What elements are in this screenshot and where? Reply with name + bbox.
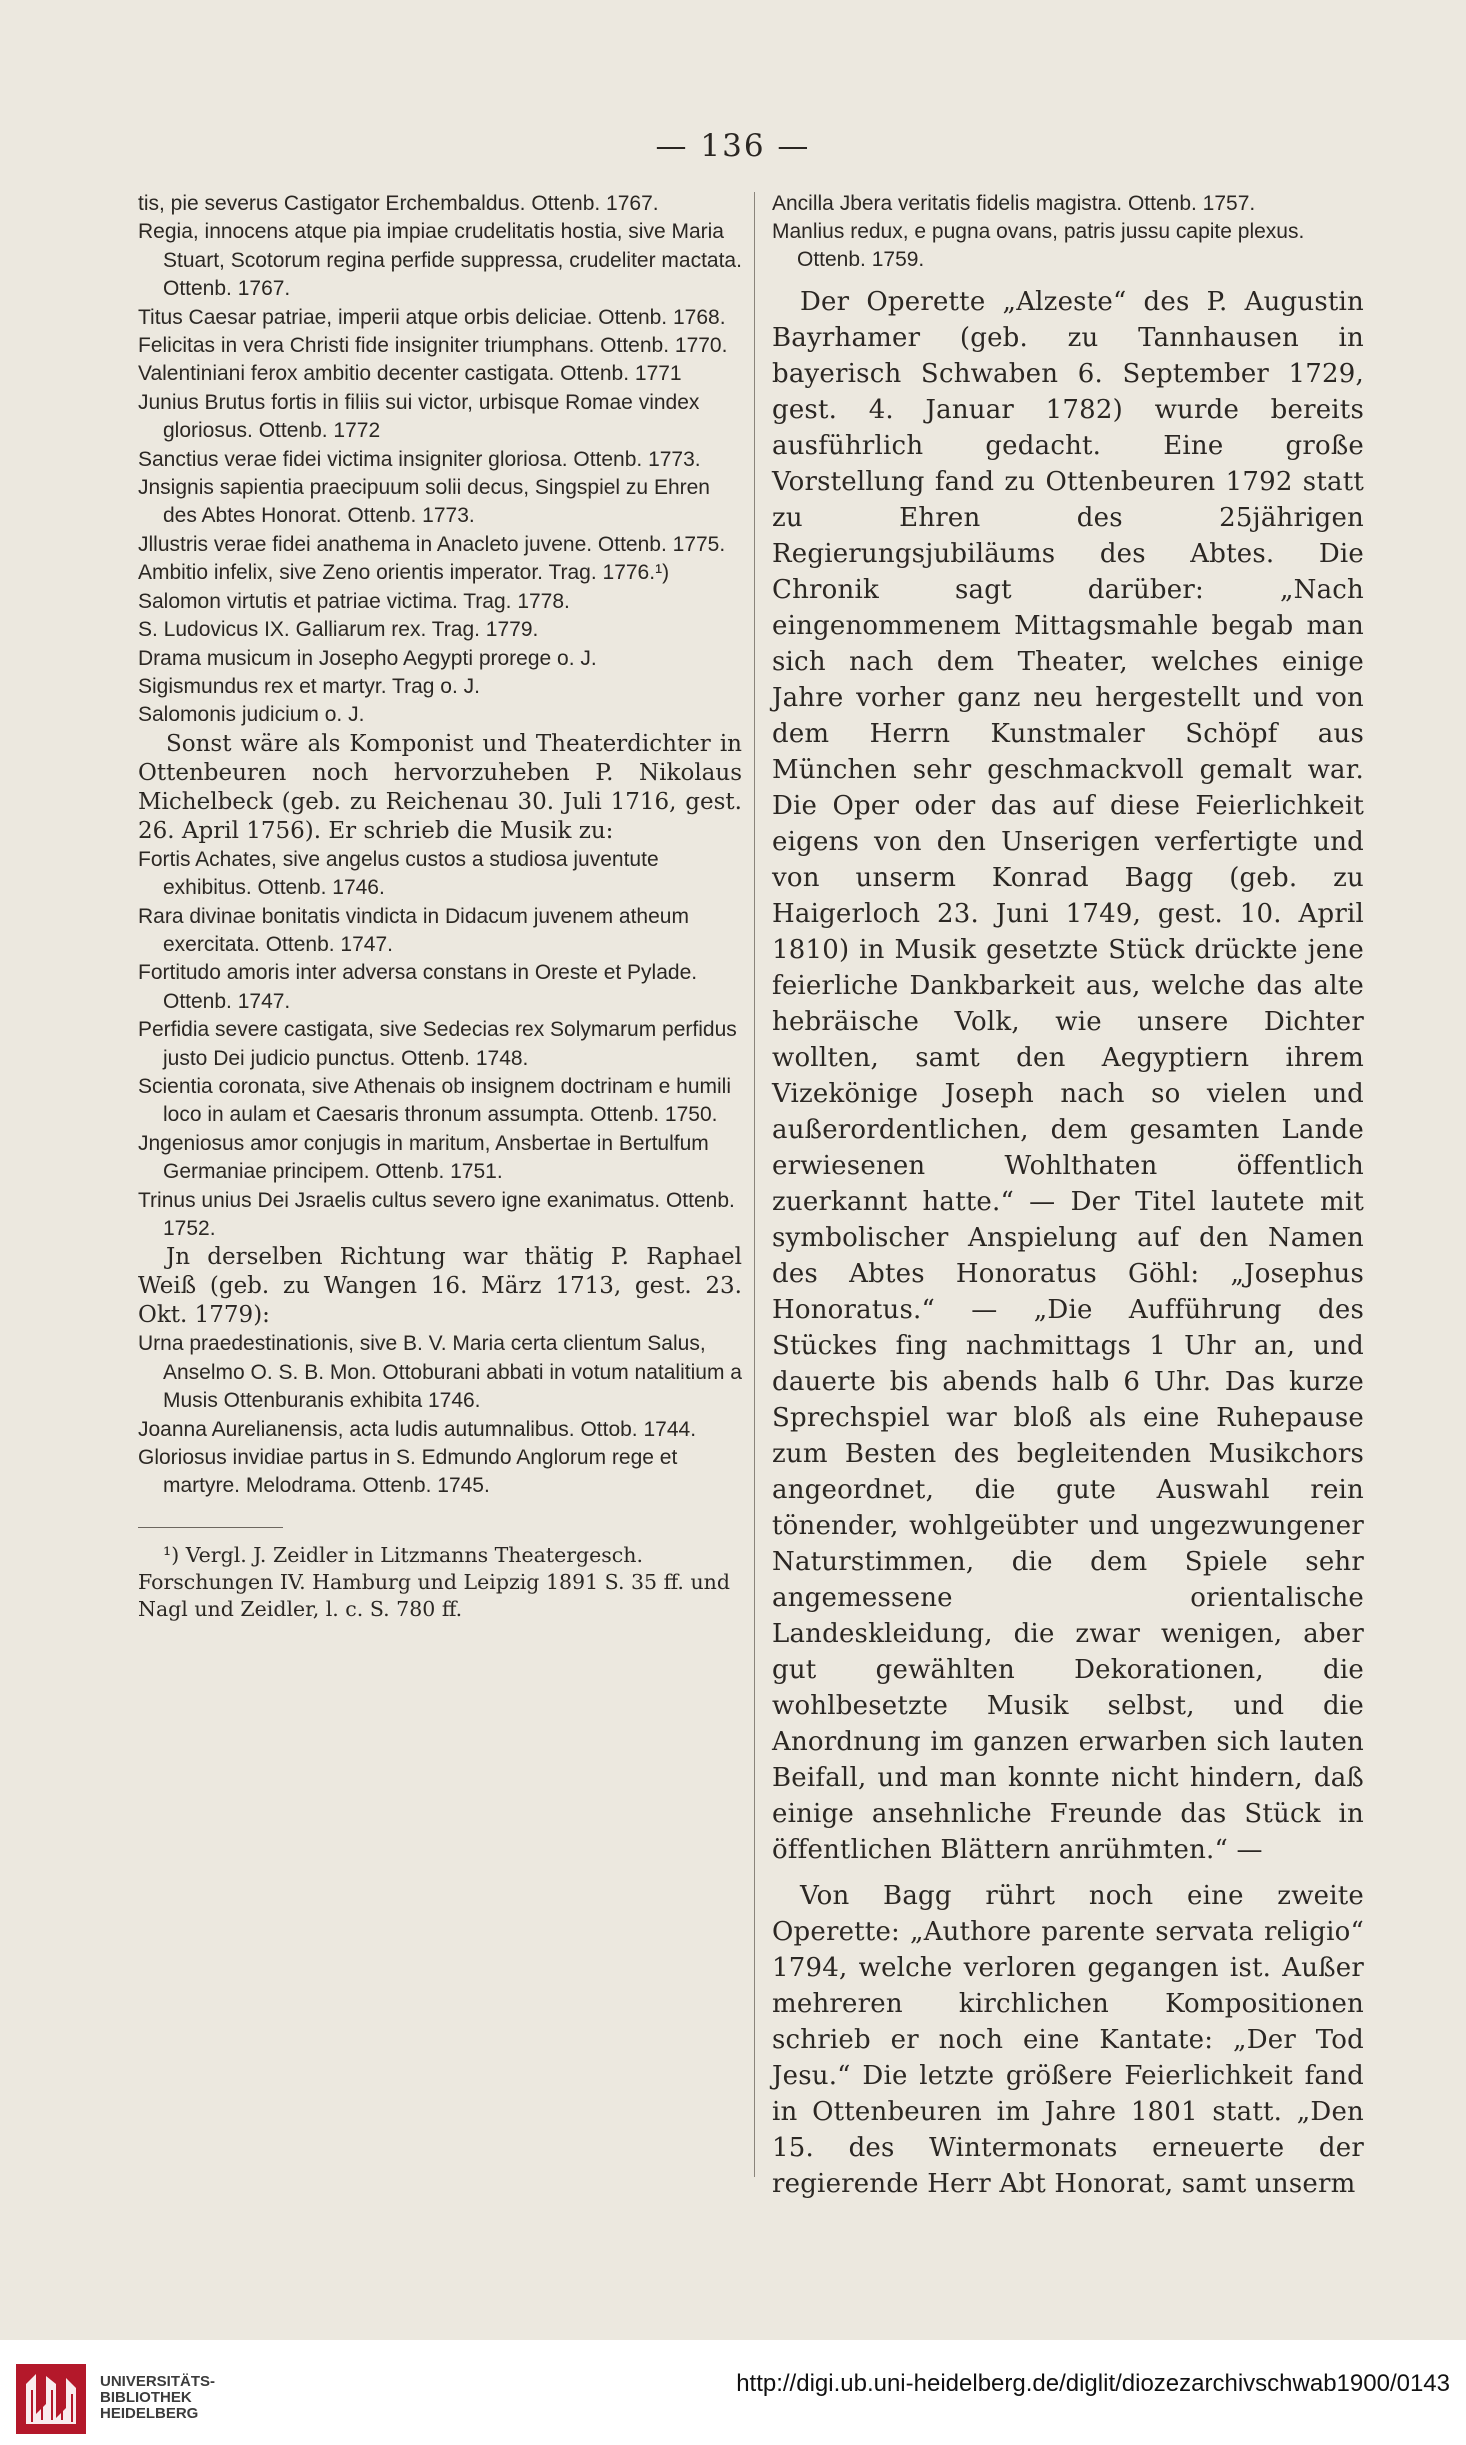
title-entry: Drama musicum in Josepho Aegypti prorege o. J. bbox=[138, 646, 597, 670]
title-entry: Sigismundus rex et martyr. Trag o. J. bbox=[138, 674, 480, 698]
body-paragraph: Der Operette „Alzeste“ des P. Augustin Bayrhamer (geb. zu Tannhausen in bayerisch Schwaben 6. September 1729, gest. 4. Januar 1782) wurde bereits ausführlich gedacht. Eine große Vorstellung fand zu Ottenbeuren 1792 statt zu Ehren des 25jährigen Regierungsjubiläums des Abtes. Die Chronik sagt darüber: „Nach eingenommenem Mittagsmahle begab man sich nach dem Theater, welches einige Jahre vorher ganz neu hergestellt und von dem Herrn Kunstmaler Schöpf aus München sehr geschmackvoll gemalt war. Die Oper oder das auf diese Feierlichkeit eigens von den Unserigen verfertigte und von unserm Konrad Bagg (geb. zu Haigerloch 23. Juni 1749, gest. 10. April 1810) in Musik gesetzte Stück drückte jene feierliche Dankbarkeit aus, welche das alte hebräische Volk, wie unsere Dichter wollten, samt den Aegyptiern ihrem Vizekönige Joseph nach so vielen und außerordentlichen, dem gesamten Lande erwiesenen Wohlthaten öffentlich zuerkannt hatte.“ — Der Titel lautete mit symbolischer Anspielung auf den Namen des Abtes Honoratus Göhl: „Josephus Honoratus.“ — „Die Aufführung des Stückes fing nachmittags 1 Uhr an, und dauerte bis abends halb 6 Uhr. Das kurze Sprechspiel war bloß als eine Ruhepause zum Besten des begleitenden Musikchors angeordnet, die gute Auswahl rein tönender, wohlgeübter und ungezwungener Naturstimmen, die dem Spiele sehr angemessene orientalische Landeskleidung, die zwar wenigen, aber gut gewählten Dekorationen, die wohlbesetzte Musik selbst, und die Anordnung im ganzen erwarben sich lauten Beifall, und man konnte nicht hindern, daß einige ansehnliche Freunde das Stück in öffentlichen Blättern anrühmten.“ — bbox=[772, 287, 1364, 1865]
title-entry: Jnsignis sapientia praecipuum solii decus, Singspiel zu Ehren des Abtes Honorat. Ottenb. 1773. bbox=[138, 476, 710, 528]
title-entry: Scientia coronata, sive Athenais ob insignem doctrinam e humili loco in aulam et Caesaris thronum assumpta. Ottenb. 1750. bbox=[138, 1074, 731, 1127]
title-entry: Manlius redux, e pugna ovans, patris jussu capite plexus. Ottenb. 1759. bbox=[772, 220, 1305, 271]
title-entry: Perfidia severe castigata, sive Sedecias rex Solymarum perfidus justo Dei judicio punctus. Ottenb. 1748. bbox=[138, 1018, 737, 1070]
title-entry: Rara divinae bonitatis vindicta in Didacum juvenem atheum exercitata. Ottenb. 1747. bbox=[138, 904, 689, 956]
title-entry: Gloriosus invidiae partus in S. Edmundo Anglorum rege et martyre. Melodrama. Ottenb. 1745. bbox=[138, 1446, 678, 1498]
title-entry: Ancilla Jbera veritatis fidelis magistra. Ottenb. 1757. bbox=[772, 192, 1256, 215]
title-entry: Valentiniani ferox ambitio decenter castigata. Ottenb. 1771 bbox=[138, 362, 682, 386]
body-paragraph: Jn derselben Richtung war thätig P. Raphael Weiß (geb. zu Wangen 16. März 1713, gest. 23. Okt. 1779): bbox=[138, 1244, 742, 1329]
title-entry: Titus Caesar patriae, imperii atque orbis deliciae. Ottenb. 1768. bbox=[138, 305, 726, 329]
body-paragraph: Sonst wäre als Komponist und Theaterdichter in Ottenbeuren noch hervorzuheben P. Nikolaus Michelbeck (geb. zu Reichenau 30. Juli 1716, gest. 26. April 1756). Er schrieb die Musik zu: bbox=[138, 730, 742, 844]
page-number: — 136 — bbox=[655, 128, 811, 164]
footnote-divider bbox=[138, 1527, 283, 1528]
title-entry: Joanna Aurelianensis, acta ludis autumnalibus. Ottob. 1744. bbox=[138, 1417, 697, 1441]
body-paragraph: Von Bagg rührt noch eine zweite Operette: „Authore parente servata religio“ 1794, welche verloren gegangen ist. Außer mehreren kirchlichen Kompositionen schrieb er noch eine Kantate: „Der Tod Jesu.“ Die letzte größere Feierlichkeit fand in Ottenbeuren im Jahre 1801 statt. „Den 15. des Wintermonats erneuerte der regierende Herr Abt Honorat, samt unserm bbox=[772, 1881, 1364, 2199]
title-entry: Trinus unius Dei Jsraelis cultus severo igne exanimatus. Ottenb. 1752. bbox=[138, 1188, 735, 1240]
title-entry: Salomonis judicium o. J. bbox=[138, 703, 365, 727]
title-entry: Fortitudo amoris inter adversa constans in Oreste et Pylade. Ottenb. 1747. bbox=[138, 961, 698, 1013]
title-entry: Sanctius verae fidei victima insigniter gloriosa. Ottenb. 1773. bbox=[138, 447, 701, 471]
right-column bbox=[772, 190, 1364, 2202]
title-entry: Ambitio infelix, sive Zeno orientis imperator. Trag. 1776.¹) bbox=[138, 561, 670, 585]
title-entry: Salomon virtutis et patriae victima. Trag. 1778. bbox=[138, 589, 570, 613]
column-divider bbox=[754, 192, 755, 2177]
title-entry: Jllustris verae fidei anathema in Anacleto juvene. Ottenb. 1775. bbox=[138, 532, 726, 556]
footnote: ¹) Vergl. J. Zeidler in Litzmanns Theatergesch. Forschungen IV. Hamburg und Leipzig 1891 S. 35 ff. und Nagl und Zeidler, l. c. S. 780 ff. bbox=[138, 1542, 730, 1621]
source-url-link[interactable]: http://digi.ub.uni-heidelberg.de/diglit/diozezarchivschwab1900/0143 bbox=[736, 2370, 1450, 2397]
title-entry: Regia, innocens atque pia impiae crudelitatis hostia, sive Maria Stuart, Scotorum regina perfide suppressa, crudeliter mactata. Ottenb. 1767. bbox=[138, 220, 742, 301]
title-entry: Urna praedestinationis, sive B. V. Maria certa clientum Salus, Anselmo O. S. B. Mon. Ottoburani abbati in votum natalitium a Musis Ottenburanis exhibita 1746. bbox=[138, 1332, 742, 1413]
university-library-logo-icon bbox=[14, 2362, 88, 2436]
left-column bbox=[138, 190, 742, 1623]
title-entry: S. Ludovicus IX. Galliarum rex. Trag. 1779. bbox=[138, 618, 539, 642]
viewer-footer bbox=[0, 2340, 1466, 2445]
title-entry: Fortis Achates, sive angelus custos a studiosa juventute exhibitus. Ottenb. 1746. bbox=[138, 847, 659, 900]
library-name: UNIVERSITÄTS- BIBLIOTHEK HEIDELBERG bbox=[100, 2373, 216, 2422]
title-entry: Jngeniosus amor conjugis in maritum, Ansbertae in Bertulfum Germaniae principem. Ottenb. 1751. bbox=[138, 1131, 709, 1184]
title-entry: Junius Brutus fortis in filiis sui victor, urbisque Romae vindex gloriosus. Ottenb. 1772 bbox=[138, 390, 700, 443]
title-entry: Felicitas in vera Christi fide insigniter triumphans. Ottenb. 1770. bbox=[138, 334, 728, 358]
title-entry: tis, pie severus Castigator Erchembaldus. Ottenb. 1767. bbox=[138, 192, 659, 215]
